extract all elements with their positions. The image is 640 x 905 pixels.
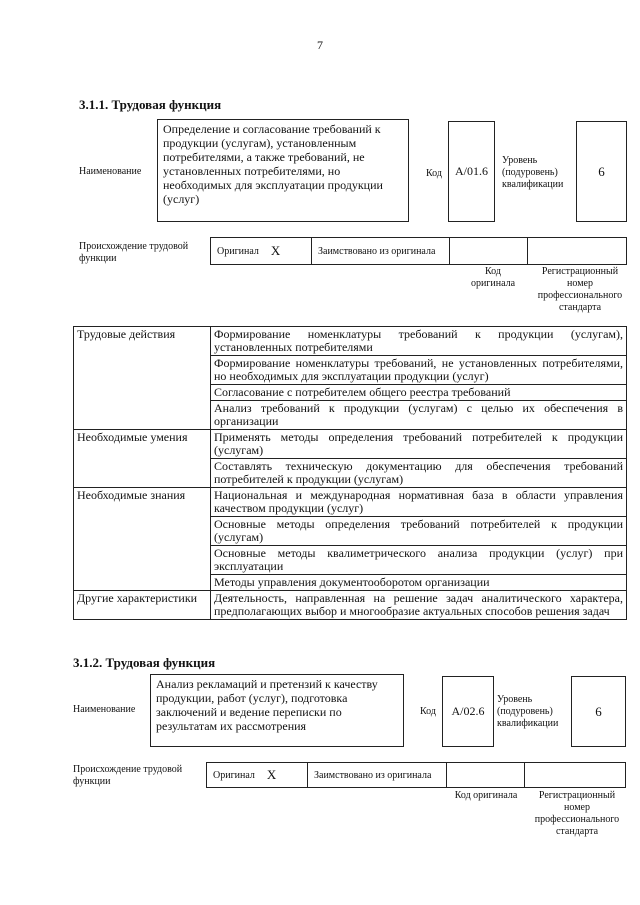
level-label-1: Уровень (подуровень) квалификации [502, 155, 564, 190]
row-description: Основные методы определения требований потребителей к продукции (услугам) [211, 517, 627, 546]
row-description: Составлять техническую документацию для обеспечения требований потребителей к продукции (услугам) [211, 459, 627, 488]
function-details-table [73, 326, 627, 620]
origin-row-2 [206, 762, 626, 788]
row-category-label: Другие характеристики [74, 591, 211, 620]
original-cell-1 [211, 238, 312, 264]
code-original-label-1: Код оригинала [470, 266, 516, 289]
code-label-1: Код [426, 168, 442, 179]
reg-number-label-2: Регистрационный номер профессионального стандарта [534, 790, 620, 837]
row-description: Формирование номенклатуры требований к продукции (услугам), установленных потребителями [211, 327, 627, 356]
borrowed-label-1: Заимствовано из оригинала [312, 238, 450, 264]
code-label-2: Код [420, 706, 436, 717]
table-row [74, 430, 627, 459]
code-original-cell-2 [447, 763, 525, 787]
row-description: Методы управления документооборотом организации [211, 575, 627, 591]
section-heading-1: 3.1.1. Трудовая функция [79, 97, 222, 112]
page-number: 7 [317, 38, 323, 52]
row-category-label: Необходимые знания [74, 488, 211, 591]
row-category-label: Трудовые действия [74, 327, 211, 430]
row-description: Анализ требований к продукции (услугам) с целью их обеспечения в организации [211, 401, 627, 430]
level-label-2: Уровень (подуровень) квалификации [497, 694, 559, 729]
function-name-box-1: Определение и согласование требований к продукции (услугам), установленным потребителями, а также требований, не установленных потребителями, но необходимых для эксплуатации продукции (услуг) [157, 119, 409, 222]
original-mark-2: X [266, 767, 277, 782]
code-value-box-1: А/01.6 [448, 121, 495, 222]
row-description: Согласование с потребителем общего реестра требований [211, 385, 627, 401]
table-row [74, 327, 627, 356]
code-original-label-2: Код оригинала [454, 790, 518, 801]
row-description: Применять методы определения требований потребителей к продукции (услугам) [211, 430, 627, 459]
original-label-2: Оригинал [213, 769, 255, 781]
row-description: Основные методы квалиметрического анализа продукции (услуг) при эксплуатации [211, 546, 627, 575]
row-description: Деятельность, направленная на решение задач аналитического характера, предполагающих выбор и многообразие актуальных способов решения задач [211, 591, 627, 620]
section-heading-2: 3.1.2. Трудовая функция [73, 655, 216, 670]
code-original-cell-1 [450, 238, 528, 264]
table-row [74, 591, 627, 620]
level-value-box-1: 6 [576, 121, 627, 222]
reg-number-label-1: Регистрационный номер профессионального стандарта [537, 266, 623, 313]
name-label-1: Наименование [79, 166, 142, 177]
original-label-1: Оригинал [217, 245, 259, 257]
original-cell-2 [207, 763, 308, 787]
row-category-label: Необходимые умения [74, 430, 211, 488]
name-label-2: Наименование [73, 704, 136, 715]
row-description: Национальная и международная нормативная база в области управления качеством продукции (услуг) [211, 488, 627, 517]
origin-label-1: Происхождение трудовой функции [79, 241, 189, 264]
level-value-box-2: 6 [571, 676, 626, 747]
table-body [74, 327, 627, 620]
original-mark-1: X [270, 243, 281, 258]
function-name-box-2: Анализ рекламаций и претензий к качеству продукции, работ (услуг), подготовка заключений и ведение переписки по результатам их рассмотрения [150, 674, 404, 747]
table-row [74, 488, 627, 517]
origin-row-1 [210, 237, 627, 265]
borrowed-label-2: Заимствовано из оригинала [308, 763, 447, 787]
origin-label-2: Происхождение трудовой функции [73, 764, 183, 787]
code-value-box-2: А/02.6 [442, 676, 494, 747]
row-description: Формирование номенклатуры требований, не установленных потребителями, но необходимых для эксплуатации продукции (услуг) [211, 356, 627, 385]
